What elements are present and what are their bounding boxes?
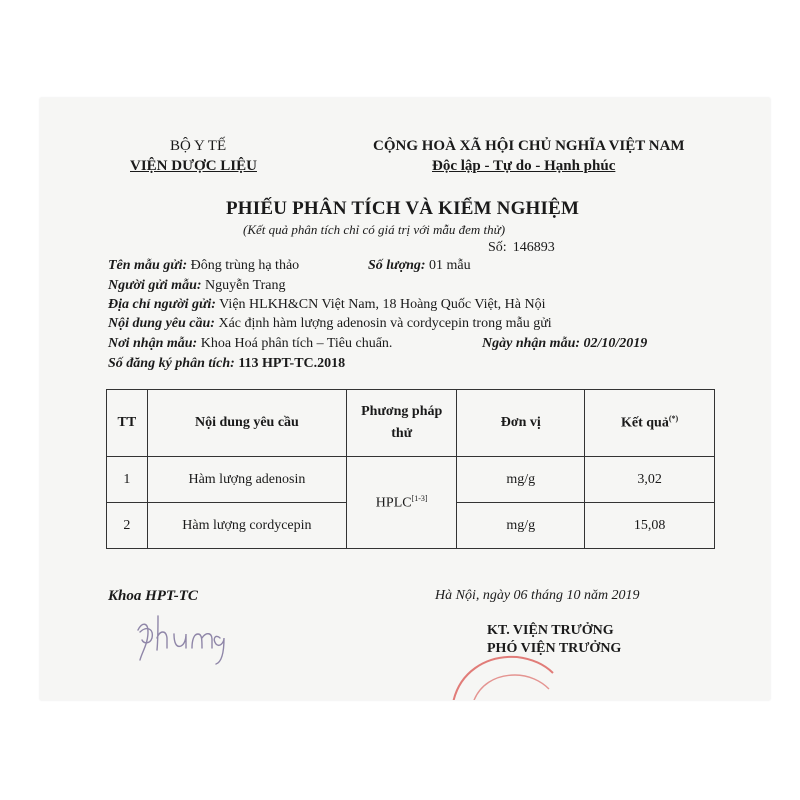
signatory-kt: KT. VIỆN TRƯỞNG — [487, 623, 614, 638]
registration-label: Số đăng ký phân tích: — [108, 356, 235, 371]
results-table — [106, 389, 715, 549]
country-name: CỘNG HOÀ XÃ HỘI CHỦ NGHĨA VIỆT NAM — [373, 138, 685, 154]
address-label: Địa chỉ người gửi: — [108, 297, 216, 312]
header-method-line1: Phương pháp — [361, 404, 443, 419]
stamp-icon — [445, 643, 555, 700]
institute-name: VIỆN DƯỢC LIỆU — [130, 158, 257, 174]
received-date-value: 02/10/2019 — [583, 336, 648, 351]
header-result-label: Kết quả — [620, 415, 669, 431]
sender-value: Nguyễn Trang — [205, 278, 286, 293]
method-sup: [1-3] — [411, 493, 428, 503]
address-line — [108, 297, 545, 313]
document-subtitle: (Kết quả phân tích chỉ có giá trị với mẫu đem thử) — [243, 222, 506, 237]
row-unit: mg/g — [457, 503, 585, 549]
receiver-value: Khoa Hoá phân tích – Tiêu chuẩn. — [200, 336, 393, 351]
ministry-name: BỘ Y TẾ — [170, 138, 227, 154]
row-result: 3,02 — [585, 457, 715, 503]
row-tt: 2 — [107, 503, 148, 549]
table-row — [107, 457, 715, 503]
national-motto: Độc lập - Tự do - Hạnh phúc — [432, 158, 616, 174]
sample-name-value: Đông trùng hạ thảo — [190, 258, 300, 273]
receiver-line — [108, 336, 392, 352]
header-result — [585, 390, 715, 457]
row-unit: mg/g — [457, 457, 585, 503]
request-value: Xác định hàm lượng adenosin và cordycepin trong mẫu gửi — [218, 316, 552, 331]
method-value: HPLC — [375, 495, 412, 511]
document-number-label: Số: — [488, 240, 507, 255]
header-result-sup: (*) — [668, 414, 679, 424]
document-number-value: 146893 — [512, 240, 555, 255]
quantity-value: 01 mẫu — [429, 258, 471, 273]
document-number — [488, 240, 555, 256]
document-title: PHIẾU PHÂN TÍCH VÀ KIỂM NGHIỆM — [226, 198, 580, 219]
quantity-line — [368, 258, 471, 274]
header-content: Nội dung yêu cầu — [147, 390, 346, 457]
received-date-label: Ngày nhận mẫu: — [482, 336, 581, 351]
signatory-deputy: PHÓ VIỆN TRƯỞNG — [487, 641, 622, 656]
department-name: Khoa HPT-TC — [108, 588, 198, 604]
address-value: Viện HLKH&CN Việt Nam, 18 Hoàng Quốc Việt, Hà Nội — [219, 297, 546, 312]
table-header-row — [107, 390, 715, 457]
quantity-label: Số lượng: — [368, 258, 426, 273]
request-label: Nội dung yêu cầu: — [108, 316, 215, 331]
document-sheet — [40, 98, 770, 700]
row-content: Hàm lượng adenosin — [147, 457, 346, 503]
header-tt: TT — [107, 390, 148, 457]
sample-name-label: Tên mẫu gửi: — [108, 258, 188, 273]
row-tt: 1 — [107, 457, 148, 503]
row-content: Hàm lượng cordycepin — [147, 503, 346, 549]
received-date-line — [482, 336, 647, 352]
registration-line — [108, 356, 345, 372]
place-date: Hà Nội, ngày 06 tháng 10 năm 2019 — [435, 588, 640, 603]
header-unit: Đơn vị — [457, 390, 585, 457]
signature-icon — [132, 608, 262, 668]
row-method — [347, 457, 457, 549]
receiver-label: Nơi nhận mẫu: — [108, 336, 198, 351]
row-result: 15,08 — [585, 503, 715, 549]
registration-value: 113 HPT-TC.2018 — [238, 356, 346, 371]
sender-line — [108, 278, 286, 294]
sample-name-line — [108, 258, 299, 274]
header-method — [347, 390, 457, 457]
sender-label: Người gửi mẫu: — [108, 278, 202, 293]
request-line — [108, 316, 552, 332]
header-method-line2: thử — [391, 426, 413, 441]
